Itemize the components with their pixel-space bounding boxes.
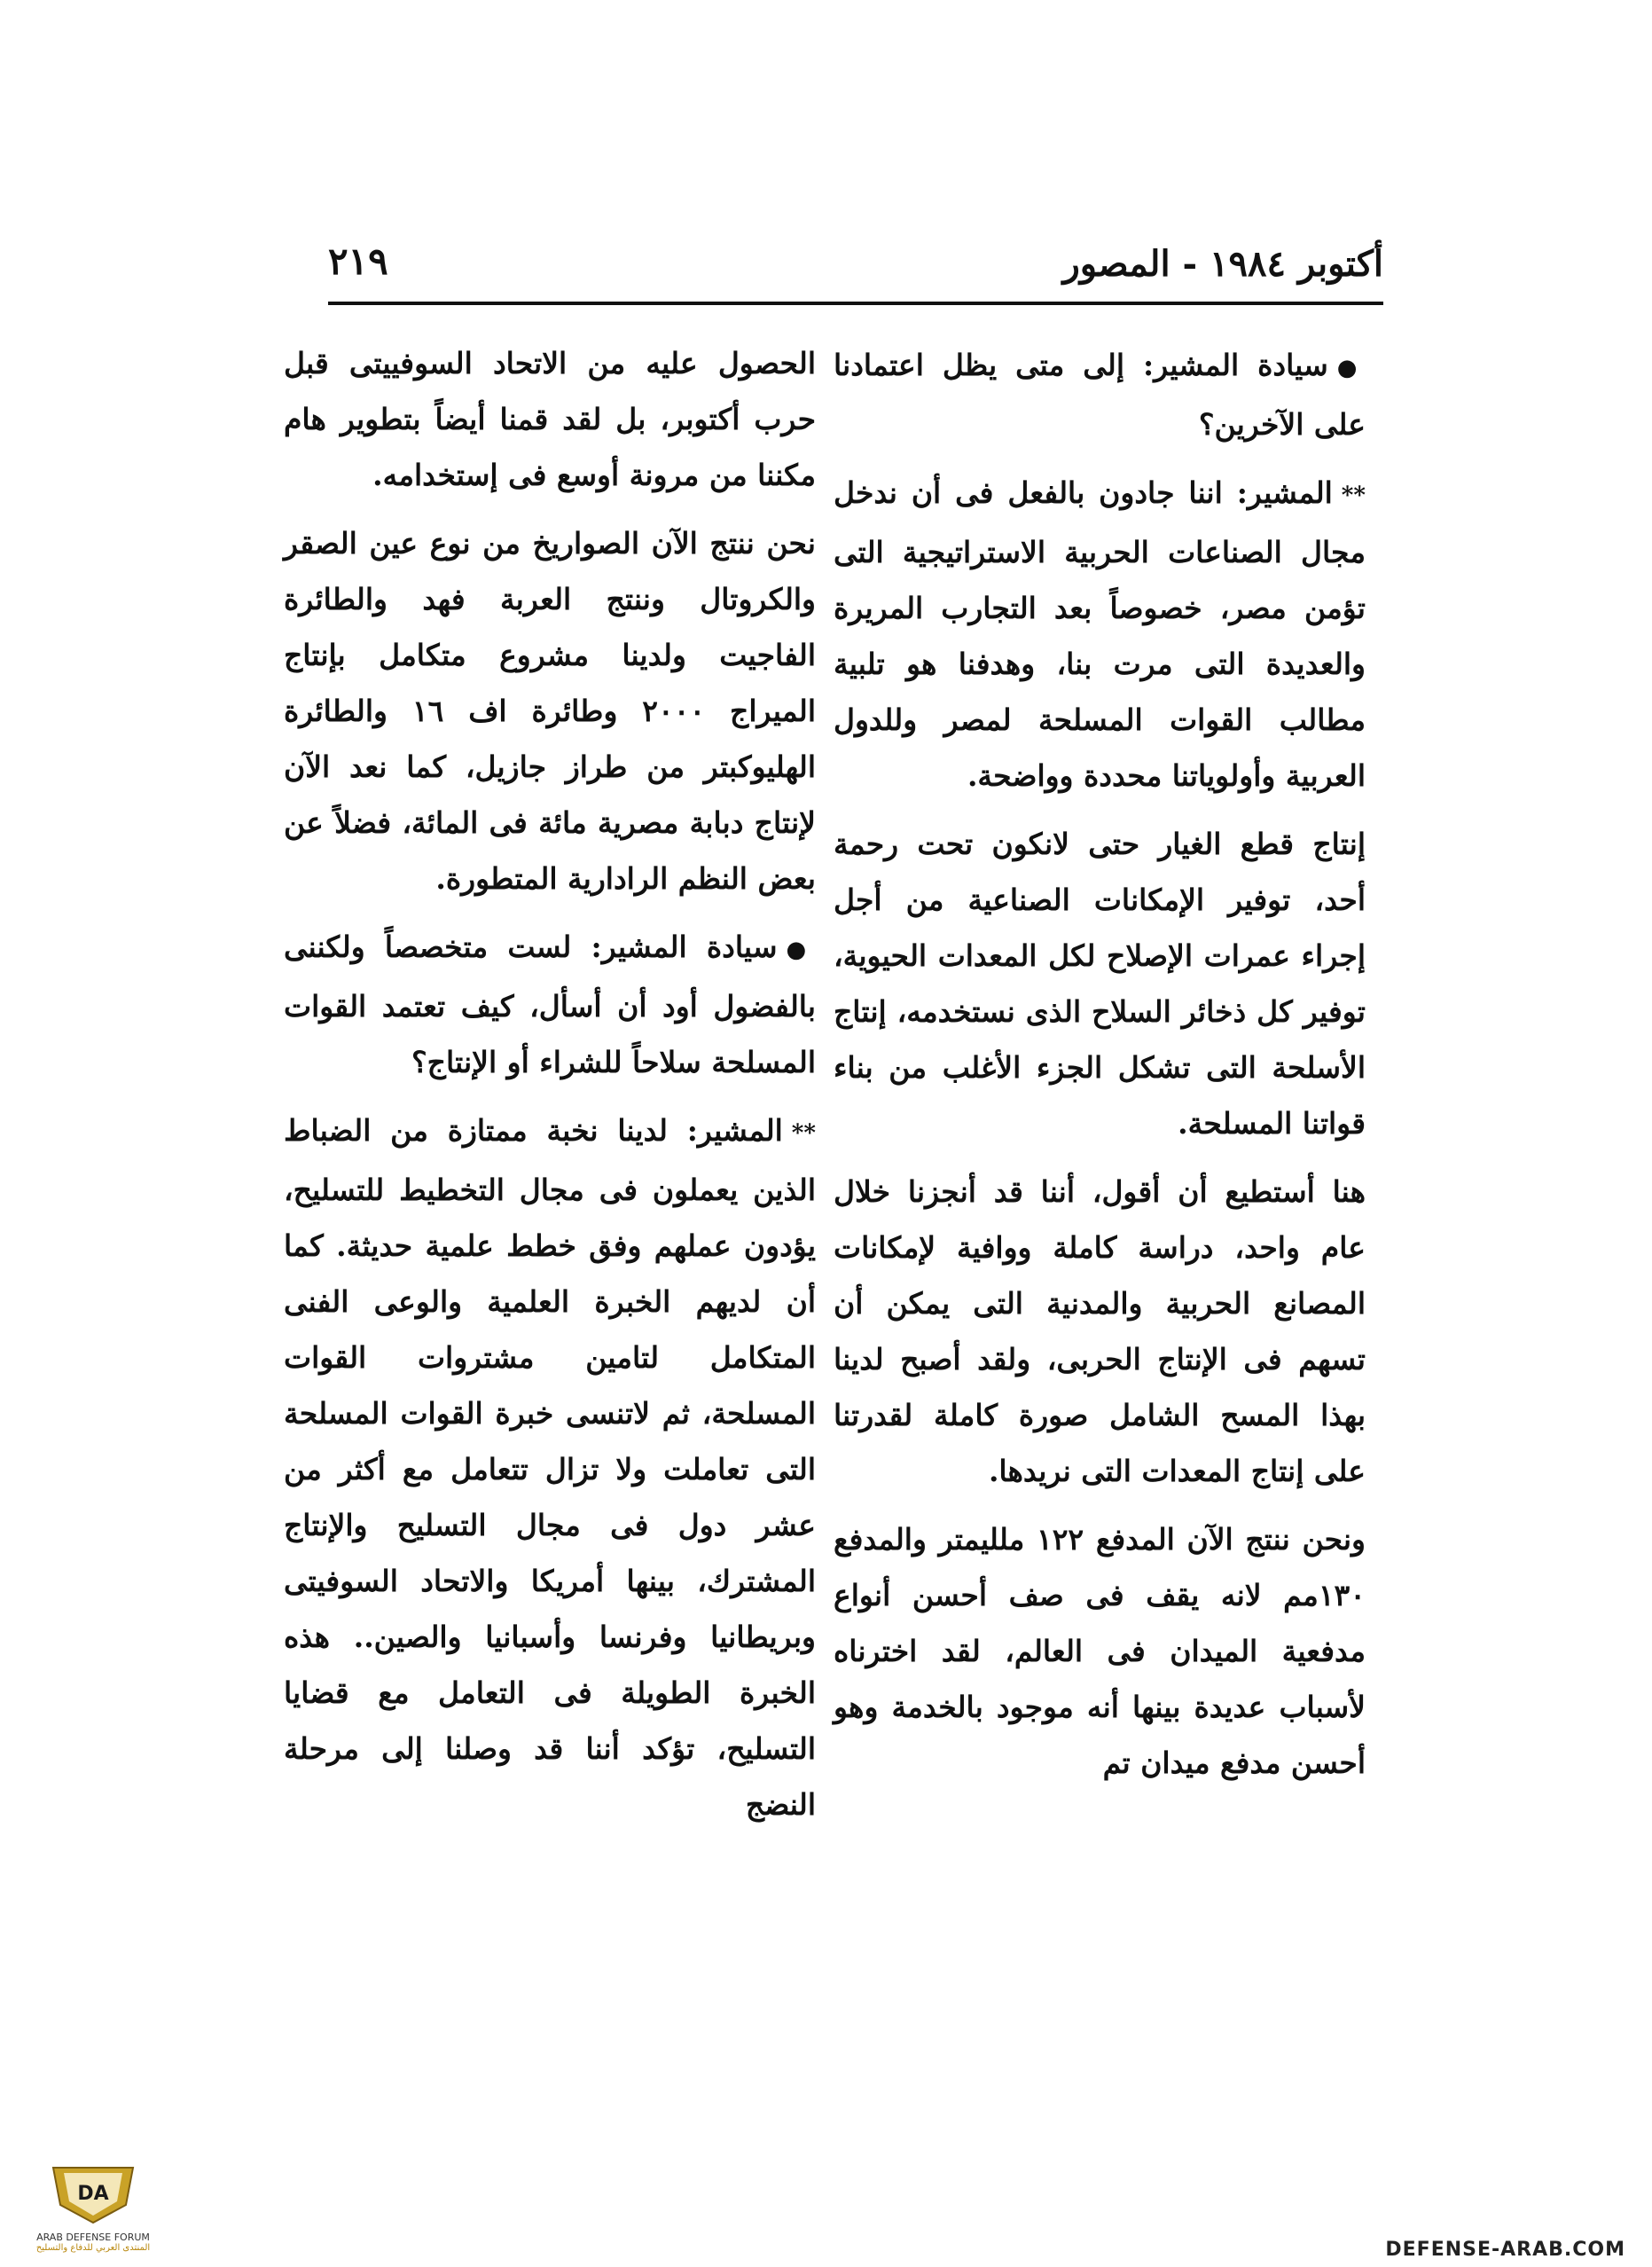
logo-caption-ar: المنتدى العربي للدفاع والتسليح [35, 2243, 151, 2253]
double-star-icon: ** [1341, 482, 1366, 509]
paragraph-text: المشير: اننا جادون بالفعل فى أن ندخل مجال الصناعات الحربية الاستراتيجية التى تؤمن مصر، خصوصاً بعد التجارب المريرة والعديدة التى مرت بنا، وهدفنا هو تلبية مطالب القوات المسلحة لمصر وللدول العربية وأولوياتنا محددة وواضحة. [834, 475, 1366, 793]
bullet-icon: ● [786, 937, 817, 963]
paragraph-text: سيادة المشير: إلى متى يظل اعتمادنا على الآخرين؟ [834, 348, 1366, 442]
paragraph-text: المشير: لدينا نخبة ممتازة من الضباط الذين يعملون فى مجال التخطيط للتسليح، يؤدون عملهم وفق خطط علمية حديثة. كما أن لديهم الخبرة العلمية والوعى الفنى المتكامل لتامين مشتروات القوات المسلحة، ثم لاتنسى خبرة القوات المسلحة التى تعاملت ولا تزال تتعامل مع أكثر من عشر دول فى مجال التسليح والإنتاج المشترك، بينها أمريكا والاتحاد السوفيتى وبريطانيا وفرنسا وأسبانيا والصين.. هذه الخبرة الطويلة فى التعامل مع قضايا التسليح، تؤكد أننا قد وصلنا إلى مرحلة النضج [284, 1113, 816, 1822]
paragraph [834, 337, 1366, 452]
paragraph-text: ونحن ننتج الآن المدفع ١٢٢ ملليمتر والمدفع ١٣٠مم لانه يقف فى صف أحسن أنواع مدفعية الميدان فى العالم، لقد اخترناه لأسباب عديدة بينها أنه موجود بالخدمة وهو أحسن مدفع ميدان تم [834, 1522, 1366, 1780]
paragraph-text: سيادة المشير: لست متخصصاً ولكننى بالفضول أود أن أسأل، كيف تعتمد القوات المسلحة سلاحاً للشراء أو الإنتاج؟ [284, 930, 816, 1079]
paragraph-text: نحن ننتج الآن الصواريخ من نوع عين الصقر والكروتال وننتج العربة فهد والطائرة الفاجيت ولدينا مشروع متكامل بإنتاج الميراج ٢٠٠٠ وطائرة اف ١٦ والطائرة الهليوكبتر من طراز جازيل، كما نعد الآن لإنتاج دبابة مصرية مائة فى المائة، فضلاً عن بعض النظم الرادارية المتطورة. [284, 526, 816, 896]
shield-icon [44, 2155, 142, 2226]
paragraph-text: هنا أستطيع أن أقول، أننا قد أنجزنا خلال عام واحد، دراسة كاملة ووافية لإمكانات المصانع الحربية والمدنية التى يمكن أن تسهم فى الإنتاج الحربى، ولقد أصبح لدينا بهذا المسح الشامل صورة كاملة لقدرتنا على إنتاج المعدات التى نريدها. [834, 1174, 1366, 1488]
bullet-icon: ● [1336, 355, 1366, 381]
logo-caption: ARAB DEFENSE FORUM [36, 2232, 150, 2243]
site-watermark: DEFENSE-ARAB.COM [1385, 2239, 1625, 2261]
right-column [834, 337, 1366, 1803]
left-column [284, 335, 816, 1845]
page-header [328, 239, 1383, 305]
running-title: أكتوبر ١٩٨٤ - المصور [1062, 243, 1383, 285]
paragraph-text: إنتاج قطع الغيار حتى لانكون تحت رحمة أحد، توفير الإمكانات الصناعية من أجل إجراء عمرات الإصلاح لكل المعدات الحيوية، توفير كل ذخائر السلاح الذى نستخدمه، إنتاج الأسلحة التى تشكل الجزء الأغلب من بناء قواتنا المسلحة. [834, 827, 1366, 1141]
paragraph [284, 919, 816, 1090]
paragraph [834, 1164, 1366, 1499]
paragraph [834, 816, 1366, 1151]
page-number: ٢١٩ [328, 239, 388, 283]
logo-text: DA [77, 2183, 109, 2205]
paragraph [834, 465, 1366, 804]
forum-logo [18, 2155, 168, 2262]
paragraph-text: الحصول عليه من الاتحاد السوفييتى قبل حرب أكتوبر، بل لقد قمنا أيضاً بتطوير هام مكننا من مرونة أوسع فى إستخدامه. [284, 346, 816, 492]
paragraph [284, 1102, 816, 1832]
paragraph [284, 515, 816, 906]
paragraph [284, 335, 816, 503]
double-star-icon: ** [791, 1120, 816, 1147]
paragraph [834, 1511, 1366, 1791]
